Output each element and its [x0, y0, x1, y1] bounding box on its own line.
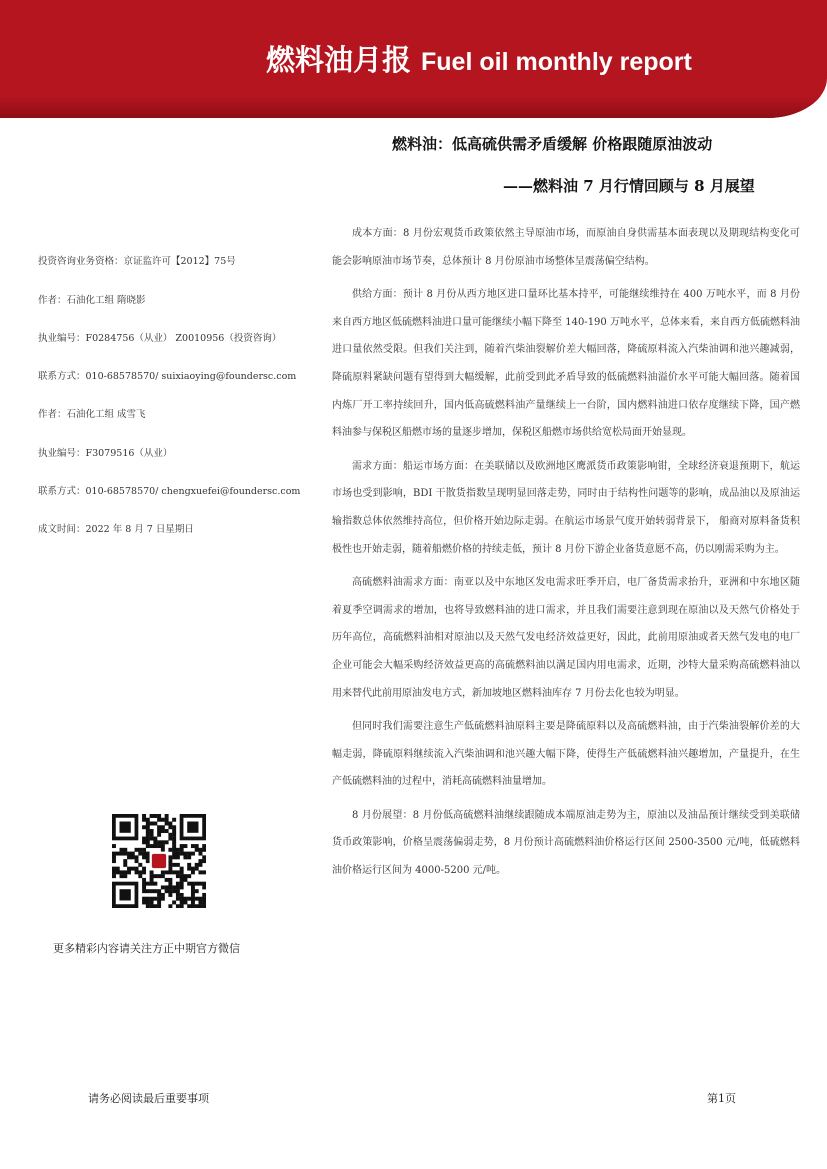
qr-module [191, 852, 195, 856]
qr-module [198, 870, 202, 874]
qr-module [180, 904, 184, 908]
qr-module [157, 829, 161, 833]
qr-finder-pattern [187, 822, 198, 833]
qr-module [131, 867, 135, 871]
qr-module [123, 848, 127, 852]
qr-module [187, 852, 191, 856]
qr-module [180, 852, 184, 856]
qr-module [168, 855, 172, 859]
qr-module [116, 852, 120, 856]
qr-module [157, 833, 161, 837]
qr-module [150, 837, 154, 841]
qr-module [165, 870, 169, 874]
qr-module [142, 897, 146, 901]
qr-module [168, 870, 172, 874]
qr-module [150, 897, 154, 901]
qr-module [187, 882, 191, 886]
qr-module [157, 825, 161, 829]
qr-module [172, 889, 176, 893]
qr-module [172, 833, 176, 837]
qr-module [161, 897, 165, 901]
qr-module [183, 852, 187, 856]
qr-module [202, 897, 206, 901]
qr-module [172, 870, 176, 874]
qr-finder-pattern [120, 889, 131, 900]
qr-module [172, 885, 176, 889]
qr-module [123, 863, 127, 867]
qr-module [127, 867, 131, 871]
paragraph-demand-high-sulfur: 高硫燃料油需求方面：南亚以及中东地区发电需求旺季开启，电厂备货需求抬升，亚洲和中东地区随着夏季空调需求的增加，也将导致燃料油的进口需求，并且我们需要注意到现在原油以及天然气价格处于历年高位，高硫燃料油相对原油以及天然气发电经济效益更好，因此，此前用原油或者天然气发电的电厂企业可能会大幅采购经济效益更高的高硫燃料油以满足国内用电需求，近期，沙特大量采购高硫燃料油以用来替代此前用原油发电方式，新加坡地区燃料油库存 7 月份去化也较为明显。 [332, 577, 800, 699]
qr-module [161, 874, 165, 878]
qr-module [150, 878, 154, 882]
qr-module [172, 844, 176, 848]
qr-module [172, 855, 176, 859]
qr-module [168, 837, 172, 841]
qr-module [183, 878, 187, 882]
qr-module [112, 844, 116, 848]
qr-module [116, 870, 120, 874]
qr-module [165, 889, 169, 893]
qr-module [142, 840, 146, 844]
qr-module [157, 874, 161, 878]
report-subtitle: ——燃料油 7 月行情回顾与 8 月展望 [503, 177, 755, 195]
qr-module [146, 855, 150, 859]
qr-module [138, 848, 142, 852]
qr-module [172, 900, 176, 904]
qr-module [123, 870, 127, 874]
qr-module [135, 859, 139, 863]
author-info-sidebar [38, 254, 313, 537]
qr-module [146, 829, 150, 833]
qr-module [183, 900, 187, 904]
report-body [332, 220, 800, 891]
paragraph-low-sulfur-production: 但同时我们需要注意生产低硫燃料油原料主要是降硫原料以及高硫燃料油，由于汽柴油裂解价差的大幅走弱，降硫原料继续流入汽柴油调和池兴趣大幅下降，使得生产低硫燃料油兴趣增加，产量提升，在生产低硫燃料油的过程中，消耗高硫燃料油量增加。 [332, 721, 800, 788]
qr-module [120, 852, 124, 856]
qr-module [157, 844, 161, 848]
qr-module [138, 863, 142, 867]
page-number: 第1页 [707, 1092, 736, 1105]
qr-module [127, 855, 131, 859]
qr-module [146, 822, 150, 826]
qr-module [146, 897, 150, 901]
qr-module [165, 878, 169, 882]
qr-module [176, 855, 180, 859]
qr-module [168, 878, 172, 882]
qr-module [198, 859, 202, 863]
qr-module [198, 848, 202, 852]
qr-module [183, 874, 187, 878]
qr-module [131, 852, 135, 856]
qr-module [161, 829, 165, 833]
qr-module [191, 867, 195, 871]
qr-module [176, 897, 180, 901]
qr-module [191, 844, 195, 848]
qr-module [198, 900, 202, 904]
qualification-line: 投资咨询业务资格：京证监许可【2012】75号 [38, 256, 236, 267]
qr-module [165, 829, 169, 833]
author-line-1: 作者：石油化工组 隋晓影 [38, 295, 146, 306]
qr-module [172, 825, 176, 829]
qr-module [161, 818, 165, 822]
qr-module [146, 852, 150, 856]
qr-module [191, 900, 195, 904]
qr-module [183, 844, 187, 848]
qr-module [112, 874, 116, 878]
qr-module [146, 904, 150, 908]
qr-module [146, 900, 150, 904]
qr-module [161, 885, 165, 889]
qr-module [142, 878, 146, 882]
qr-module [187, 874, 191, 878]
qr-module [180, 878, 184, 882]
qr-module [150, 882, 154, 886]
qr-module [123, 874, 127, 878]
qr-module [146, 818, 150, 822]
qr-module [138, 874, 142, 878]
qr-module [180, 844, 184, 848]
qr-module [176, 848, 180, 852]
qr-module [202, 848, 206, 852]
license-line-1: 执业编号：F0284756（从业） Z0010956（投资咨询） [38, 333, 282, 344]
qr-module [202, 900, 206, 904]
qr-module [150, 814, 154, 818]
qr-module [172, 840, 176, 844]
qr-module [180, 867, 184, 871]
qr-module [195, 863, 199, 867]
qr-module [202, 885, 206, 889]
qr-module [168, 889, 172, 893]
qr-module [142, 848, 146, 852]
qr-module [191, 870, 195, 874]
qr-module [165, 822, 169, 826]
qr-module [112, 855, 116, 859]
qr-module [127, 852, 131, 856]
qr-module [165, 818, 169, 822]
qr-module [183, 855, 187, 859]
qr-module [146, 840, 150, 844]
qr-module [120, 848, 124, 852]
qr-module [195, 882, 199, 886]
qr-module [157, 840, 161, 844]
qr-module [150, 870, 154, 874]
qr-module [168, 822, 172, 826]
qr-module [176, 863, 180, 867]
qr-module [176, 870, 180, 874]
qr-module [165, 885, 169, 889]
banner-title-en: Fuel oil monthly report [421, 48, 692, 76]
paragraph-supply: 供给方面：预计 8 月份从西方地区进口量环比基本持平，可能继续维持在 400 万吨水平，而 8 月份来自西方地区低硫燃料油进口量可能继续小幅下降至 140-190 万吨水平，总体来看，来自西方低硫燃料油进口量依然受限。但我们关注到，随着汽柴油裂解价差大幅回落，降硫原料流入汽柴油调和池兴趣减弱，降硫原料紧缺问题有望得到大幅缓解，此前受到此矛盾导致的低硫燃料油溢价水平可能大幅回落。随着国内炼厂开工率持续回升，国内低高硫燃料油产量继续上一台阶，国内燃料油进口依存度继续下降，国产燃料油参与保税区船燃市场的量逐步增加，保税区船燃市场供给宽松局面开始显现。 [332, 289, 800, 439]
qr-module [187, 904, 191, 908]
qr-module [202, 893, 206, 897]
qr-module [180, 882, 184, 886]
contact-line-2: 联系方式：010-68578570/ chengxuefei@foundersc.com [38, 486, 301, 497]
qr-module [168, 893, 172, 897]
qr-module [191, 893, 195, 897]
qr-module [168, 882, 172, 886]
footer-disclaimer: 请务必阅读最后重要事项 [88, 1092, 209, 1105]
qr-module [138, 870, 142, 874]
qr-module [153, 882, 157, 886]
qr-module [146, 825, 150, 829]
qr-module [153, 904, 157, 908]
qr-module [157, 818, 161, 822]
banner-title [266, 38, 692, 79]
qr-module [142, 867, 146, 871]
qr-module [112, 867, 116, 871]
qr-module [150, 844, 154, 848]
qr-module [146, 837, 150, 841]
qr-module [202, 844, 206, 848]
qr-module [150, 833, 154, 837]
qr-module [180, 870, 184, 874]
qr-module [172, 837, 176, 841]
qr-module [146, 833, 150, 837]
qr-module [168, 885, 172, 889]
qr-module [146, 859, 150, 863]
qr-module [135, 848, 139, 852]
qr-module [161, 848, 165, 852]
qr-module [161, 840, 165, 844]
qr-module [153, 837, 157, 841]
qr-module [142, 870, 146, 874]
qr-module [176, 889, 180, 893]
qr-module [172, 829, 176, 833]
qr-module [153, 840, 157, 844]
qr-module [180, 874, 184, 878]
date-line: 成文时间：2022 年 8 月 7 日星期日 [38, 524, 194, 535]
qr-module [168, 833, 172, 837]
qr-logo-icon [152, 854, 166, 868]
qr-module [195, 889, 199, 893]
qr-module [168, 825, 172, 829]
qr-module [187, 863, 191, 867]
qr-module [191, 897, 195, 901]
qr-module [172, 863, 176, 867]
qr-module [202, 904, 206, 908]
qr-module [187, 867, 191, 871]
qr-module [198, 882, 202, 886]
qr-module [180, 893, 184, 897]
qr-module [202, 859, 206, 863]
qr-module [142, 882, 146, 886]
qr-module [157, 897, 161, 901]
qr-module [198, 852, 202, 856]
qr-finder-pattern [120, 822, 131, 833]
qr-module [153, 874, 157, 878]
qr-module [176, 904, 180, 908]
paragraph-cost: 成本方面：8 月份宏观货币政策依然主导原油市场，而原油自身供需基本面表现以及期现结构变化可能会影响原油市场节奏，总体预计 8 月份原油市场整体呈震荡偏空结构。 [332, 228, 800, 267]
qr-module [142, 855, 146, 859]
qr-module [183, 897, 187, 901]
qr-module [172, 852, 176, 856]
qr-module [191, 889, 195, 893]
qr-module [142, 814, 146, 818]
banner-shade [0, 96, 827, 118]
paragraph-outlook: 8 月份展望：8 月份低高硫燃料油继续跟随成本端原油走势为主，原油以及油品预计继续受到美联储货币政策影响，价格呈震荡偏弱走势，8 月份预计高硫燃料油价格运行区间 2500-3500 元/吨，低硫燃料油价格运行区间为 4000-5200 元/吨。 [332, 809, 800, 877]
qr-module [195, 897, 199, 901]
qr-module [161, 844, 165, 848]
qr-module [150, 900, 154, 904]
qr-module [150, 889, 154, 893]
qr-module [161, 870, 165, 874]
qr-module [180, 900, 184, 904]
qr-module [120, 874, 124, 878]
qr-module [150, 904, 154, 908]
qr-module [180, 897, 184, 901]
qr-module [172, 848, 176, 852]
qr-module [198, 897, 202, 901]
qr-caption: 更多精彩内容请关注方正中期官方微信 [53, 942, 240, 955]
qr-module [150, 829, 154, 833]
qr-module [135, 855, 139, 859]
qr-module [172, 818, 176, 822]
qr-module [157, 904, 161, 908]
contact-line-1: 联系方式：010-68578570/ suixiaoying@foundersc.com [38, 371, 297, 382]
qr-module [202, 855, 206, 859]
qr-module [112, 852, 116, 856]
qr-module [146, 889, 150, 893]
banner-title-zh: 燃料油月报 [266, 43, 412, 77]
qr-module [180, 848, 184, 852]
qr-module [150, 874, 154, 878]
qr-module [112, 870, 116, 874]
qr-module [142, 818, 146, 822]
qr-module [176, 893, 180, 897]
qr-module [157, 814, 161, 818]
qr-code-graphic [112, 814, 206, 908]
qr-module [153, 844, 157, 848]
qr-module [168, 904, 172, 908]
qr-module [202, 882, 206, 886]
qr-module [168, 867, 172, 871]
qr-module [123, 859, 127, 863]
qr-module [116, 867, 120, 871]
qr-module [191, 904, 195, 908]
qr-module [157, 900, 161, 904]
qr-module [195, 904, 199, 908]
qr-module [176, 852, 180, 856]
qr-module [135, 867, 139, 871]
qr-module [153, 889, 157, 893]
qr-module [198, 904, 202, 908]
qr-module [165, 814, 169, 818]
qr-module [168, 859, 172, 863]
qr-module [146, 882, 150, 886]
qr-module [142, 900, 146, 904]
qr-module [191, 885, 195, 889]
qr-module [191, 882, 195, 886]
qr-module [195, 848, 199, 852]
qr-module [168, 863, 172, 867]
qr-module [176, 885, 180, 889]
qr-module [142, 885, 146, 889]
qr-module [161, 825, 165, 829]
qr-module [176, 882, 180, 886]
qr-module [187, 897, 191, 901]
qr-module [142, 889, 146, 893]
qr-module [180, 885, 184, 889]
qr-module [157, 889, 161, 893]
qr-module [142, 825, 146, 829]
qr-module [138, 852, 142, 856]
qr-module [150, 822, 154, 826]
author-line-2: 作者：石油化工组 成雪飞 [38, 409, 146, 420]
qr-module [161, 893, 165, 897]
qr-module [146, 844, 150, 848]
wechat-qr-code [112, 814, 206, 908]
qr-module [168, 848, 172, 852]
qr-module [142, 837, 146, 841]
qr-module [112, 859, 116, 863]
report-title: 燃料油：低高硫供需矛盾缓解 价格跟随原油波动 [392, 135, 713, 153]
qr-module [157, 893, 161, 897]
qr-module [127, 870, 131, 874]
qr-module [198, 863, 202, 867]
qr-module [153, 822, 157, 826]
qr-module [176, 874, 180, 878]
qr-module [195, 844, 199, 848]
paragraph-demand-shipping: 需求方面：船运市场方面：在美联储以及欧洲地区鹰派货币政策影响钳，全球经济衰退预期下，航运市场也受到影响，BDI 干散货指数呈现明显回落走势，同时由于结构性问题等的影响，成品油以及原油运输指数总体依然维持高位，但价格开始边际走弱。在航运市场景气度开始转弱背景下， 船商对原料备货积极性也开始走弱，随着船燃价格的持续走低，预计 8 月份下游企业备货意愿不高，仍以刚需采购为主。 [332, 460, 800, 555]
qr-module [195, 867, 199, 871]
qr-module [153, 897, 157, 901]
qr-module [165, 840, 169, 844]
qr-module [135, 870, 139, 874]
license-line-2: 执业编号：F3079516（从业） [38, 448, 173, 459]
qr-module [131, 855, 135, 859]
qr-module [202, 870, 206, 874]
qr-module [187, 855, 191, 859]
header-banner [0, 0, 827, 118]
qr-module [153, 814, 157, 818]
qr-module [120, 870, 124, 874]
qr-module [142, 852, 146, 856]
qr-module [123, 852, 127, 856]
